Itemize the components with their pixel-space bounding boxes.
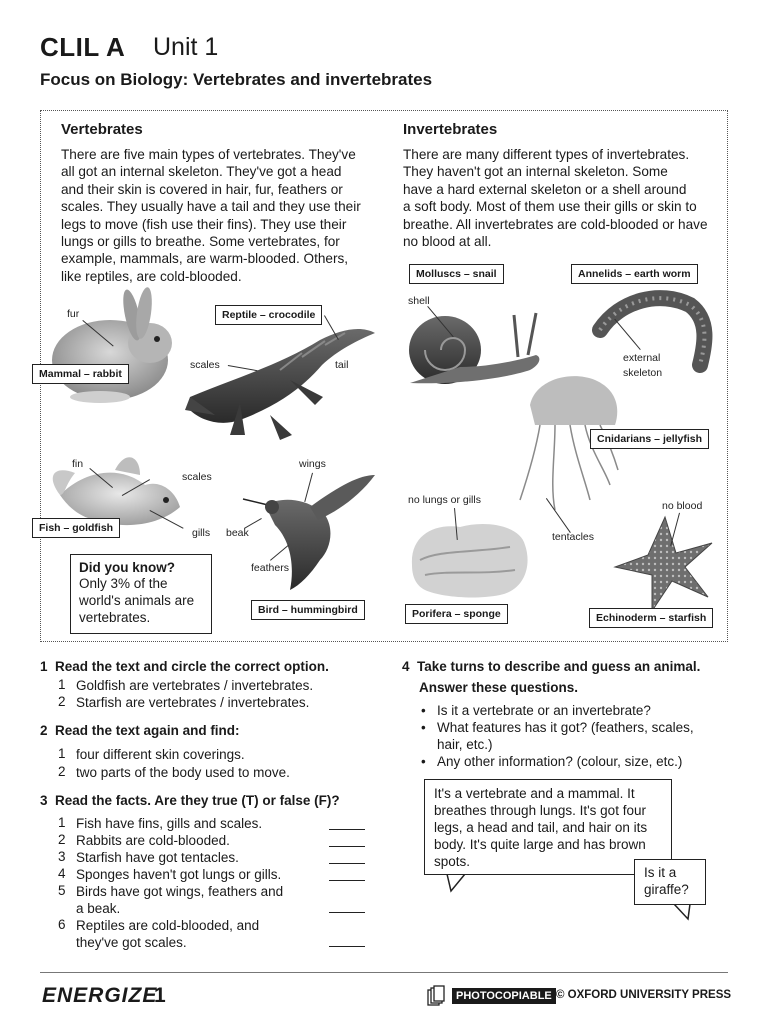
annot-tentacles: tentacles [552,531,595,543]
clil-title: CLIL A [40,32,126,62]
exercise-number: 3 [40,793,48,808]
bubble-line: breathes through lungs. It's got four [434,803,646,818]
bubble-tail [445,873,469,893]
exercise-item: Birds have got wings, feathers and [76,884,284,899]
annot-wings: wings [299,458,326,470]
speech-bubble-guess [634,859,706,905]
annot-tail: tail [335,359,349,371]
exercise-item: Starfish are vertebrates / invertebrates. [76,695,310,710]
exercise-item: Starfish have got tentacles. [76,850,239,865]
item-number: 1 [58,815,66,830]
annot-fur: fur [67,308,80,320]
photocopiable-badge: PHOTOCOPIABLE [452,988,556,1004]
exercise-item: four different skin coverings. [76,747,245,762]
bubble-line: body. It's quite large and has brown [434,837,646,852]
exercise-4-heading [402,659,700,674]
vertebrates-line: all got an internal skeleton. They've got a head [61,164,342,180]
exercise-item: two parts of the body used to move. [76,765,290,780]
annot-scales: scales [190,359,220,371]
annot-external: external [623,352,661,364]
exercise-3-heading [40,793,340,808]
exercise-item-cont: they've got scales. [76,935,187,950]
exercise-number: 1 [40,659,48,674]
annot-fin: fin [72,458,84,470]
invertebrates-heading: Invertebrates [403,121,498,138]
bullet-dot: • [421,720,426,735]
bullet-dot: • [421,703,426,718]
page-subtitle: Focus on Biology: Vertebrates and invertebrates [40,70,433,89]
invertebrates-line: a soft body. Most of them use their gills or skin to [403,199,697,215]
exercise-item: Sponges haven't got lungs or gills. [76,867,282,882]
exercise-item: Reptiles are cold-blooded, and [76,918,260,933]
annot-gills: gills [192,527,211,539]
invertebrates-line: have a hard external skeleton or a shell around [403,181,687,197]
exercise-number: 4 [402,659,410,674]
exercise-1-heading [40,659,329,674]
exercise-4-heading-2: Answer these questions. [419,680,579,695]
exercise-item: Goldfish are vertebrates / invertebrates. [76,678,314,693]
exercise-item-cont: a beak. [76,901,121,916]
did-you-know-line: vertebrates. [79,610,151,625]
bubble-line: giraffe? [644,882,689,897]
bubble-line: Is it a [644,865,677,880]
exercise-item: Rabbits are cold-blooded. [76,833,230,848]
item-number: 6 [58,917,66,932]
vertebrates-line: legs to move (fish use their fins). They use their [61,216,347,232]
bubble-line: It's a vertebrate and a mammal. It [434,786,635,801]
exercise-number: 2 [40,723,48,738]
annot-no-lungs: no lungs or gills [408,494,481,506]
label-reptile: Reptile – crocodile [215,305,322,325]
did-you-know-line: world's animals are [79,593,195,608]
vertebrates-line: like reptiles, are cold-blooded. [61,268,242,284]
did-you-know-box [70,554,212,634]
bubble-line: legs, a head and tail, and hair on its [434,820,648,835]
publisher-credit: © OXFORD UNIVERSITY PRESS [556,989,732,1001]
exercise-2-heading [40,723,240,738]
annot-shell: shell [408,295,430,307]
answer-blank[interactable] [329,846,365,847]
item-number: 4 [58,866,66,881]
did-you-know-heading: Did you know? [79,560,175,575]
footer-divider [40,972,728,973]
bullet-dot: • [421,754,426,769]
exercise-title: Take turns to describe and guess an animal. [417,659,701,674]
label-annelids: Annelids – earth worm [571,264,698,284]
vertebrates-line: scales. They usually have a tail and they use their [61,199,361,215]
annot-skeleton: skeleton [623,367,663,379]
answer-blank[interactable] [329,829,365,830]
item-number: 1 [58,677,66,692]
answer-blank[interactable] [329,912,365,913]
crocodile-image [185,329,375,440]
vertebrates-line: and their skin is covered in hair, fur, feathers or [61,181,343,197]
label-porifera: Porifera – sponge [405,604,508,624]
invertebrates-line: There are many different types of invertebrates. [403,147,690,162]
item-number: 5 [58,883,66,898]
annot-beak: beak [226,527,249,539]
snail-image [409,313,539,384]
answer-blank[interactable] [329,946,365,947]
exercise-title: Read the text again and find: [55,723,240,738]
did-you-know-line: Only 3% of the [79,576,168,591]
vertebrates-line: example, mammals, are warm-blooded. Others, [61,251,349,267]
photocopy-icon [427,985,445,1007]
brand-level: 1 [154,984,166,1007]
label-fish: Fish – goldfish [32,518,120,538]
invertebrates-line: no blood at all. [403,234,492,250]
question-bullet: Is it a vertebrate or an invertebrate? [437,703,651,718]
unit-title: Unit 1 [153,33,219,61]
label-echinoderm: Echinoderm – starfish [589,608,713,628]
label-cnidarians: Cnidarians – jellyfish [590,429,709,449]
label-mammal: Mammal – rabbit [32,364,129,384]
label-molluscs: Molluscs – snail [409,264,504,284]
annot-no-blood: no blood [662,500,703,512]
exercise-item: Fish have fins, gills and scales. [76,816,263,831]
item-number: 2 [58,832,66,847]
annot-feathers: feathers [251,562,289,574]
invertebrates-line: They haven't got an internal skeleton. Some [403,164,668,180]
vertebrates-text [61,146,381,285]
vertebrates-line: There are five main types of vertebrates. They've [61,147,356,162]
label-bird: Bird – hummingbird [251,600,365,620]
question-bullet: What features has it got? (feathers, scales, [437,720,694,735]
exercise-title: Read the text and circle the correct option. [55,659,329,674]
item-number: 3 [58,849,66,864]
question-bullet: Any other information? (colour, size, etc.) [437,754,683,769]
item-number: 1 [58,746,66,761]
bubble-tail [672,903,694,921]
invertebrates-line: breathe. All invertebrates are cold-blooded or have [403,216,708,232]
item-number: 2 [58,764,66,779]
starfish-image [615,517,712,611]
invertebrates-text [403,146,725,250]
annot-fish-scales: scales [182,471,212,483]
question-bullet-cont: hair, etc.) [437,737,493,752]
brand-logo: ENERGIZE [42,984,158,1007]
answer-blank[interactable] [329,880,365,881]
sponge-image [412,524,528,597]
vertebrates-line: lungs or gills to breathe. Some vertebrates, for [61,234,340,250]
vertebrates-heading: Vertebrates [61,121,143,138]
answer-blank[interactable] [329,863,365,864]
item-number: 2 [58,694,66,709]
bubble-line: spots. [434,854,471,869]
exercise-title: Read the facts. Are they true (T) or false (F)? [55,793,340,808]
